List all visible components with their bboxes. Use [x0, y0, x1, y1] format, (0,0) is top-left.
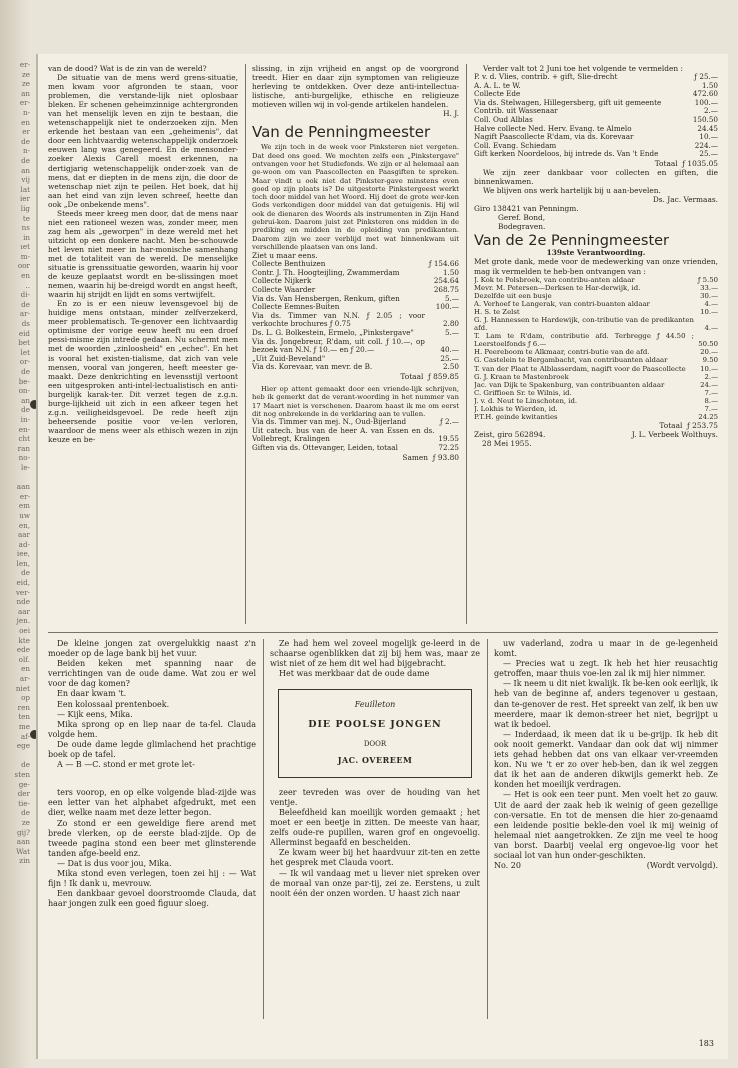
paragraph: Het was merkbaar dat de oude dame — [279, 669, 430, 679]
edge-fragment: be- — [18, 376, 30, 386]
edge-fragment: de — [21, 155, 30, 165]
row-label: G. Castelein te Bergambacht, van contribuanten aldaar — [474, 356, 668, 365]
row-label: Collecte Benthuizen — [252, 259, 326, 269]
paragraph: Mika stond even verlegen, toen zei hij : — Wat fijn ! Ik dank u, mevrouw. — [48, 868, 256, 889]
row-label: Halve collecte Ned. Herv. Evang. te Almelo — [474, 123, 632, 133]
row-label: Via ds. Timmer van mej. N., Oud-Bijerland — [252, 417, 407, 427]
row-value: 24.25 — [698, 413, 718, 422]
edge-fragment: er- — [19, 491, 30, 501]
row-value: 472.60 — [692, 89, 718, 99]
edge-fragment: le- — [21, 462, 30, 472]
total-line: Totaal ƒ 253.75 — [659, 421, 718, 431]
row-value: 72.25 — [438, 442, 459, 452]
table-row — [474, 373, 718, 381]
row-label: P. v. d. Vlies, contrib. + gift, Slie-drecht — [474, 72, 618, 82]
edge-fragment: te — [22, 213, 30, 223]
row-label: Via ds. Timmer van N.N. ƒ 2.05 ; voor verkochte brochures ƒ 0.75 — [252, 310, 425, 329]
row-label: Contrib. uit Wassenaar — [474, 106, 558, 116]
second-treasurer-heading: Van de 2e Penningmeester — [474, 233, 670, 250]
footer-line: Zeist, giro 562894. J. L. Verbeek Wolthuys. — [474, 430, 718, 440]
story-column-3 — [494, 639, 718, 1019]
edge-fragment: em — [18, 501, 30, 511]
edge-fragment: ds — [21, 319, 30, 329]
row-value: 25.— — [699, 149, 718, 159]
correction-note: Hier op attent gemaakt door een vriende-lijk schrijven, heb ik gemerkt dat de verant-woording in het nummer van 17 Maart niet is verschenen. Daarom haast ik me om eerst dit nog onbrekende in de verklaring aan te vullen. — [252, 385, 459, 418]
row-label: Gift kerken Noordeloos, bij intrede ds. Van 't Ende — [474, 149, 659, 159]
paragraph: — Kijk eens, Mika. — [57, 709, 133, 719]
paragraph: Beleefdheid kan moeilijk worden gemaakt ; het moet er een beetje in zitten. De meeste van haar, zelfs oude-re pupillen, waren grof en ongevoelig. Allerminst begaafd en bescheiden. — [270, 807, 480, 848]
edge-fragment: ier — [20, 194, 30, 204]
article-column-3 — [474, 64, 718, 624]
row-label: C. Griffioen Sr. te Wilnis, id. — [474, 388, 572, 397]
edge-fragment: an — [21, 395, 30, 405]
edge-fragment: di- — [20, 290, 30, 300]
paragraph: A — B —C. stond er met grote let- — [57, 760, 195, 770]
table-row — [252, 427, 459, 444]
row-value: 2.— — [704, 372, 718, 381]
paragraph: uw vaderland, zodra u maar in de ge-legenheid komt. — [494, 639, 718, 659]
row-label: Nagift Paascollecte R'dam, via ds. Korevaar — [474, 132, 634, 142]
edge-fragment: de — [21, 405, 30, 415]
table-row — [252, 363, 459, 372]
row-label: A. A. L. te W. — [474, 80, 521, 90]
edge-fragment: len, — [16, 558, 30, 568]
list-intro: Ziet u maar eens. — [252, 251, 318, 261]
edge-fragment: lat — [20, 184, 30, 194]
edge-fragment: kte — [18, 635, 30, 645]
row-value: 254.64 — [433, 276, 459, 286]
table-row — [474, 316, 718, 332]
row-value: 10.— — [700, 307, 718, 316]
edge-fragment: eid, — [16, 578, 30, 588]
feuilleton-door: DOOR — [363, 739, 387, 748]
total-line: Totaal ƒ 1035.05 — [654, 158, 718, 168]
edge-fragment: an — [21, 165, 30, 175]
row-label: Contr. J. Th. Hoogteijling, Zwammerdam — [252, 267, 400, 277]
table-row — [252, 444, 459, 453]
edge-fragment: de — [21, 808, 30, 818]
edge-fragment: ver- — [15, 587, 30, 597]
row-value: 2.80 — [442, 319, 459, 329]
feuilleton-label: Feuilleton — [354, 700, 396, 710]
edge-fragment: nde — [16, 597, 30, 607]
edge-fragment: ge- — [18, 779, 30, 789]
table-row — [474, 308, 718, 316]
edge-fragment — [4, 751, 30, 761]
edge-fragment: n- — [22, 146, 30, 156]
col3-intro: Verder valt tot 2 Juni toe het volgende te vermelden : — [483, 64, 683, 73]
paragraph: De kleine jongen zat overgelukkig naast z'n moeder op de lage bank bij het vuur. — [48, 639, 256, 659]
org-line: Bodegraven. — [498, 222, 546, 232]
row-label: Giften via ds. Ottevanger, Leiden, totaal — [252, 442, 398, 452]
edge-fragment: er- — [19, 60, 30, 69]
row-value: ƒ 5.50 — [697, 275, 718, 284]
table-row — [252, 312, 459, 329]
edge-fragment: af- — [20, 731, 30, 741]
row-label: Collecte Ede — [474, 89, 521, 99]
row-label: Via ds. Van Hensbergen, Renkum, giften — [252, 293, 400, 303]
table-row — [474, 397, 718, 405]
row-value: 10.— — [700, 364, 718, 373]
row-value: 5.— — [444, 327, 459, 337]
edge-fragment: olf. — [18, 654, 30, 664]
edge-fragment: uw — [19, 510, 30, 520]
row-label: Via ds. Stelwagen, Hillegersberg, gift uit gemeente — [474, 97, 662, 107]
table-row — [474, 413, 718, 421]
second-intro: Met grote dank, mede voor de medewerking van onze vrienden, mag ik vermelden te heb-ben ontvangen van : — [474, 257, 718, 276]
edge-fragment: en — [21, 117, 30, 127]
row-value: 5.— — [444, 293, 459, 303]
row-label: G. J. Kraan te Mastenbroek — [474, 372, 569, 381]
row-label: T. van der Plaat te Alblasserdam, nagift voor de Paascollecte — [474, 364, 686, 373]
row-value: 2.— — [703, 106, 718, 116]
row-value: 100.— — [694, 97, 718, 107]
paragraph: En zo is er een nieuw levensgevoel bij de huidige mens ontstaan, minder zelfverzekerd, meer problematisch. Te-genover een lichtvaardig optimisme der vorige eeuw heeft nu een droef pessi-misme zijn intrede gedaan. Nu schermt men met de woorden „zinloosheid" en „echec". En het is vooral het existen-tialisme, dat zich van vele mensen, vooral van jongeren, heeft meester ge-maakt. Deze denkrichting en levensstijl vertoont een uitgesproken anti-intel-lectualistisch en anti-burgelijk karak-ter. Dit verzet tegen de z.g.n. burge-lijkheid uit zich in een afkeer tegen het z.g.n. veiligheidsgevoel. De rede heeft zijn beheersende positie voor ve-len verloren, waardoor de mens weer als ethisch wezen in zijn keuze en be- — [48, 299, 238, 444]
table-row — [474, 150, 718, 159]
row-value: 7.— — [704, 388, 718, 397]
previous-page-fragments — [4, 60, 30, 866]
edge-fragment: on- — [18, 386, 30, 396]
row-value: 100.— — [435, 302, 459, 312]
total-line: Totaal ƒ 859.85 — [400, 371, 459, 381]
row-label: Ds. L. G. Bolkestein, Ermelo, „Pinkstergave" — [252, 327, 414, 337]
spacer — [48, 770, 256, 788]
row-value: 24.45 — [697, 123, 718, 133]
story-column-2 — [270, 639, 480, 1019]
thanks-text: We zijn zeer dankbaar voor collecten en giften, die binnenkwamen. — [474, 168, 718, 187]
giro-line: Giro 138421 van Penningm. — [474, 204, 579, 214]
edge-fragment: tie- — [18, 798, 30, 808]
row-label: „Uit Zuid-Beveland" — [252, 353, 326, 363]
edge-fragment: vij — [21, 175, 30, 185]
article-column-2 — [252, 64, 459, 624]
edge-fragment: let — [20, 347, 30, 357]
row-label: Collecte Waarder — [252, 285, 316, 295]
feuilleton-title: DIE POOLSE JONGEN — [308, 719, 442, 731]
edge-fragment: oor — [17, 261, 30, 271]
donations-table — [252, 260, 459, 372]
paragraph: Ze had hem wel zoveel mogelijk ge-leerd in de schaarse ogenblikken dat zij bij hem was, maar ze wist niet of ze hem dit wel had bijgebracht. — [270, 639, 480, 669]
edge-fragment: niet — [15, 683, 30, 693]
signature: Ds. Jac. Vermaas. — [652, 195, 718, 205]
edge-fragment: ede — [16, 645, 30, 655]
row-value: 25.— — [440, 353, 459, 363]
section-divider — [48, 632, 718, 633]
row-value: 19.55 — [438, 434, 459, 444]
row-value: 7.— — [704, 405, 718, 414]
edge-fragment: me — [18, 721, 30, 731]
edge-fragment: ze — [21, 817, 30, 827]
edge-fragment: ten — [18, 712, 30, 722]
row-label: J. v. d. Neut te Linschoten, id. — [474, 396, 578, 405]
edge-fragment: n- — [22, 107, 30, 117]
table-row — [474, 389, 718, 397]
table-row — [474, 292, 718, 300]
edge-fragment: der — [17, 789, 30, 799]
row-value: 10.— — [699, 132, 718, 142]
edge-fragment: aan — [16, 837, 30, 847]
row-label: Uit catech. bus van de heer A. van Essen en ds. Vollebregt, Kralingen — [252, 425, 435, 444]
row-value: 224.— — [694, 140, 718, 150]
donations-table-2 — [252, 418, 459, 452]
table-row — [474, 332, 718, 348]
story-column-1 — [48, 639, 256, 1019]
row-value: 4.— — [704, 299, 718, 308]
row-label: T. Lam te R'dam, contributie afd. Terbregge ƒ 44.50 ; Leerstoelfonds ƒ 6.— — [474, 332, 694, 349]
edge-fragment: en, — [18, 520, 30, 530]
edge-fragment: aar — [17, 530, 30, 540]
edge-fragment: or- — [19, 357, 30, 367]
treasurer-heading: Van de Penningmeester — [252, 123, 431, 142]
paragraph: Beiden keken met spanning naar de verrichtingen van de oude dame. Wat zou er wel voor de dag komen? — [48, 659, 256, 689]
edge-fragment: ren — [17, 702, 30, 712]
edge-fragment: ad- — [18, 539, 30, 549]
paragraph: Een kolossaal prentenboek. — [57, 699, 170, 709]
row-value: 1.50 — [442, 267, 459, 277]
row-label: Dezelfde uit een busje — [474, 291, 552, 300]
paragraph: Mika sprong op en liep naar de ta-fel. Clauda volgde hem. — [48, 719, 256, 739]
edge-fragment: lig — [20, 203, 30, 213]
edge-fragment: m- — [20, 251, 30, 261]
table-row — [474, 365, 718, 373]
row-value: 50.50 — [698, 340, 718, 349]
paragraph: — Inderdaad, ik meen dat ik u be-grijp. Ik heb dit ook nooit gemerkt. Vandaar dan ook dat wij nimmer iets gehad hebben dat ons van elkaar ver-vreemden kon. Nu we 't er zo over heb-ben, dan ik wel zeggen dat ik het aan de anderen dikwijls gemerkt heb. Ze konden het moeilijk verdragen. — [494, 729, 718, 790]
table-row — [474, 348, 718, 356]
subheading: 139ste Verantwoording. — [546, 248, 646, 258]
column-divider — [487, 639, 488, 1019]
table-row — [252, 338, 459, 355]
paragraph: Zo stond er een geweldige fiere arend met brede vlerken, op de eerste blad-zijde. Op de tweede pagina stond een beer met glinsterende tanden afge-beeld enz. — [48, 818, 256, 858]
row-value: ƒ 2.— — [440, 417, 459, 427]
edge-fragment: de — [21, 367, 30, 376]
edge-fragment: en- — [18, 424, 30, 434]
row-label: H. S. te Zelst — [474, 307, 520, 316]
edge-fragment: gij? — [17, 827, 30, 837]
table-row — [474, 276, 718, 284]
paragraph: Ze kwam weer bij het haardvuur zit-ten en zette het gesprek met Clauda voort. — [270, 848, 480, 868]
paragraph: De situatie van de mens werd grens-situatie, men kwam voor afgronden te staan, voor problemen, die verstande-lijk niet oplosbaar bleken. Er schenen geheimzinnige achtergronden van het menselijk leven en zijn te bestaan, die wetenschappelijk niet te onderzoeken zijn. Men erkende het bestaan van een „geheimenis", dat door een lichtvaardig wetenschappelijk onderzoek eeuwen lang was genegeerd. En de mensonder-zoeker Alexis Carell moest erkennen, na dertigjarig wetenschappelijk onder-zoek van de mens, dat er diepten in de mens zijn, die door de wetenschap niet zijn te peilen. Het boek, dat hij aan het eind van zijn leven schreef, heette dan ook „De onbekende mens". — [48, 73, 238, 209]
paragraph: Een dankbaar gevoel doorstroomde Clauda, dat haar jongen zulk een goed figuur sloeg. — [48, 889, 256, 909]
edge-fragment: no- — [18, 453, 30, 463]
table-row — [474, 405, 718, 413]
row-value: 30.— — [700, 291, 718, 300]
paragraph: — Het is ook een teer punt. Men voelt het zo gauw. Uit de aard der zaak heb ik weinig of geen gezellige con-versatie. En tot de mensen die hier zo-genaamd een leidende positie bekle-den voel ik mij weinig of helemaal niet aangetrokken. Ze zijn me veel te hoog van borst. Daarbij veelal erg ongevoe-lig voor het sociaal lot van hun onder-geschikten. — [494, 790, 718, 860]
paragraph: — Ik wil vandaag met u liever niet spreken over de moraal van onze par-tij, zei ze. Eerstens, u zult nooit één der onzen worden. U haast zich naar — [270, 868, 480, 898]
samen-line: Samen ƒ 93.80 — [402, 452, 459, 462]
row-value: ƒ 154.66 — [428, 259, 459, 269]
edge-fragment: ar- — [19, 309, 30, 319]
row-label: H. Peereboom te Alkmaar, contri-butie van de afd. — [474, 348, 650, 357]
edge-fragment: cht — [18, 434, 30, 444]
paragraph: Steeds meer kreeg men door, dat de mens naar niet een rationeel wezen was, zonder meer, men zag hem als „geworpen" in deze wereld met het uitzicht op een donkere nacht. Men be-schouwde het leven niet meer in har-monische samenhang met de totaliteit van de wereld. De menselijke situatie is grenssituatie geworden, waarin hij voor de keuze geplaatst wordt en be-slissingen moet nemen, waarin hij be-dreigd wordt en angst heeft, waarin hij strijdt en lijdt en soms vertwijfelt. — [48, 208, 238, 300]
story-footer: No. 20 (Wordt vervolgd). — [494, 861, 718, 871]
edge-fragment: an — [21, 88, 30, 98]
org-line: Geref. Bond, — [498, 213, 546, 223]
edge-fragment: en — [21, 271, 30, 281]
column-divider — [263, 639, 264, 1019]
edge-fragment: er- — [19, 98, 30, 108]
edge-fragment: iee, — [16, 549, 30, 559]
row-value: 33.— — [700, 283, 718, 292]
edge-fragment: .. — [25, 280, 30, 290]
edge-fragment: de — [21, 568, 30, 578]
row-label: Coll. Oud Alblas — [474, 115, 533, 125]
edge-fragment: Wat — [16, 846, 30, 856]
paragraph: — Precies wat u zegt. Ik heb het hier reusachtig getroffen, maar thuis voe-len zal ik mij hier nimmer. — [494, 659, 718, 679]
feuilleton-author: JAC. OVEREEM — [337, 754, 413, 765]
edge-fragment: zin — [19, 856, 30, 866]
edge-fragment: de — [21, 760, 30, 770]
donations-table-3 — [474, 73, 718, 159]
edge-fragment — [4, 473, 30, 483]
row-value: 8.— — [704, 396, 718, 405]
magazine-page — [36, 54, 728, 1059]
row-label: P.T.H. geinde kwitanties — [474, 413, 558, 422]
row-value: 268.75 — [433, 285, 459, 295]
row-label: A. Verhoef te Langerak, van contri-buanten aldaar — [474, 299, 650, 308]
row-label: J. Lokhis te Wierden, id. — [474, 405, 558, 414]
treasurer-intro: We zijn toch in de week voor Pinksteren niet vergeten. Dat deed ons goed. We mochten zelfs een „Pinkstergave" ontvangen voor het Studiefonds. We zijn er al helemaal aan ge-woon om van Paascollecten en Paasgiften te spreken. Maar vindt u ook niet dat Pinkster-gave minstens even goed op zijn plaats is? De uitgestorte Pinkstergeest werkt toch door middel van het Woord. Hij doet de grote wer-ken Gods verkondigen door middel van dat getuigenis. Hij wil ook de dienaren des Woords als instrumenten in Zijn Hand gebrui-ken. Daarom juist zet Pinksteren ons midden in de prediking en midden in de opleiding van predikanten. Daarom zijn we zeer verblijd met wat binnenkwam uit verschillende plaatsen van ons land. — [252, 143, 459, 251]
paragraph: En daar kwam 't. — [57, 689, 127, 699]
donations-table-4 — [474, 276, 718, 422]
row-value: 9.50 — [702, 356, 718, 365]
row-label: Jac. van Dijk te Spakenburg, van contribuanten aldaar — [474, 380, 665, 389]
edge-fragment: er — [22, 127, 30, 137]
edge-fragment: aan — [16, 482, 30, 492]
edge-fragment: de — [21, 136, 30, 146]
row-value: 40.— — [440, 345, 459, 355]
edge-fragment: jen. — [16, 616, 30, 626]
edge-fragment: en — [21, 664, 30, 674]
page-number: 183 — [698, 1039, 714, 1048]
row-label: J. Kok te Polsbroek, van contribu-anten aldaar — [474, 275, 635, 284]
paragraph: van de dood? Wat is de zin van de wereld? — [48, 64, 207, 73]
edge-fragment: in — [23, 232, 30, 242]
edge-fragment: ze — [21, 79, 30, 89]
row-value: 24.— — [700, 380, 718, 389]
row-label: Collecte Nijkerk — [252, 276, 312, 286]
date-line: 28 Mei 1955. — [482, 439, 532, 449]
row-label: Collecte Eemnes-Buiten — [252, 302, 340, 312]
article-conclusion: slissing, in zijn vrijheid en angst op de voorgrond treedt. Hier en daar zijn symptomen van religieuze herleving te ontdekken. Over deze anti-intellectua-listische, anti-burgelijke, ethische en religieuze motieven willen wij in vol-gende artikelen handelen. — [252, 64, 459, 110]
column-divider — [245, 64, 246, 624]
edge-fragment: de — [21, 299, 30, 309]
edge-fragment: in- — [20, 414, 30, 424]
article-signature: H. J. — [443, 109, 459, 119]
edge-fragment: ze — [21, 69, 30, 79]
edge-fragment: ege — [16, 741, 30, 751]
table-row — [474, 284, 718, 292]
edge-fragment: oei — [19, 626, 30, 636]
edge-fragment: ns — [21, 223, 30, 233]
row-label: Mevr. M. Petersen—Derksen te Har-derwijk, id. — [474, 283, 641, 292]
paragraph: De oude dame legde glimlachend het prachtige boek op de tafel. — [48, 739, 256, 760]
edge-fragment: op — [21, 693, 30, 703]
table-row — [474, 300, 718, 308]
edge-fragment: ıet — [20, 242, 30, 252]
row-value: ƒ 25.— — [694, 72, 718, 82]
table-row — [474, 356, 718, 364]
row-value: 1.50 — [701, 80, 718, 90]
edge-fragment: ar- — [19, 674, 30, 683]
row-value: 2.50 — [442, 362, 459, 372]
row-label: Coll. Evang. Schiedam — [474, 140, 557, 150]
edge-fragment: bet — [18, 338, 30, 348]
closing-text: We blijven ons werk hartelijk bij u aan-bevelen. — [483, 186, 661, 196]
edge-fragment: eid — [18, 328, 30, 338]
row-value: 150.50 — [692, 115, 718, 125]
edge-fragment: ran — [17, 443, 30, 453]
edge-fragment: aar — [17, 606, 30, 616]
row-label: Via ds. Jongebreur, R'dam, uit coll. ƒ 10.—, op bezoek van N.N. ƒ 10.— en ƒ 20.— — [252, 336, 425, 355]
row-label: Via ds. Korevaar, van mevr. de B. — [252, 362, 373, 372]
paragraph: zeer tevreden was over de houding van het ventje. — [270, 787, 480, 807]
edge-fragment: sten — [14, 769, 30, 779]
row-label: G. J. Hannessen te Hardewijk, con-tributie van de predikanten afd. — [474, 316, 694, 333]
article-column-1 — [48, 64, 238, 624]
table-row — [474, 381, 718, 389]
row-value: 4.— — [704, 324, 718, 333]
row-value: 20.— — [700, 348, 718, 357]
paragraph: — Ik neem u dit niet kwalijk. Ik be-ken ook eerlijk, ik heb van de beginne af, anders tegenover u gestaan, dan te-genover de rest. Het spreekt van zelf, ik ben uw meerdere, maar ik demon-streer het niet, begrijpt u wat ik bedoel. — [494, 679, 718, 729]
paragraph: ters voorop, en op elke volgende blad-zijde was een letter van het alphabet afgedrukt, met een dier, welke naam met deze letter begon. — [48, 788, 256, 818]
column-divider — [466, 64, 467, 624]
paragraph: — Dat is dus voor jou, Mika. — [57, 858, 172, 868]
feuilleton-box — [278, 689, 472, 777]
